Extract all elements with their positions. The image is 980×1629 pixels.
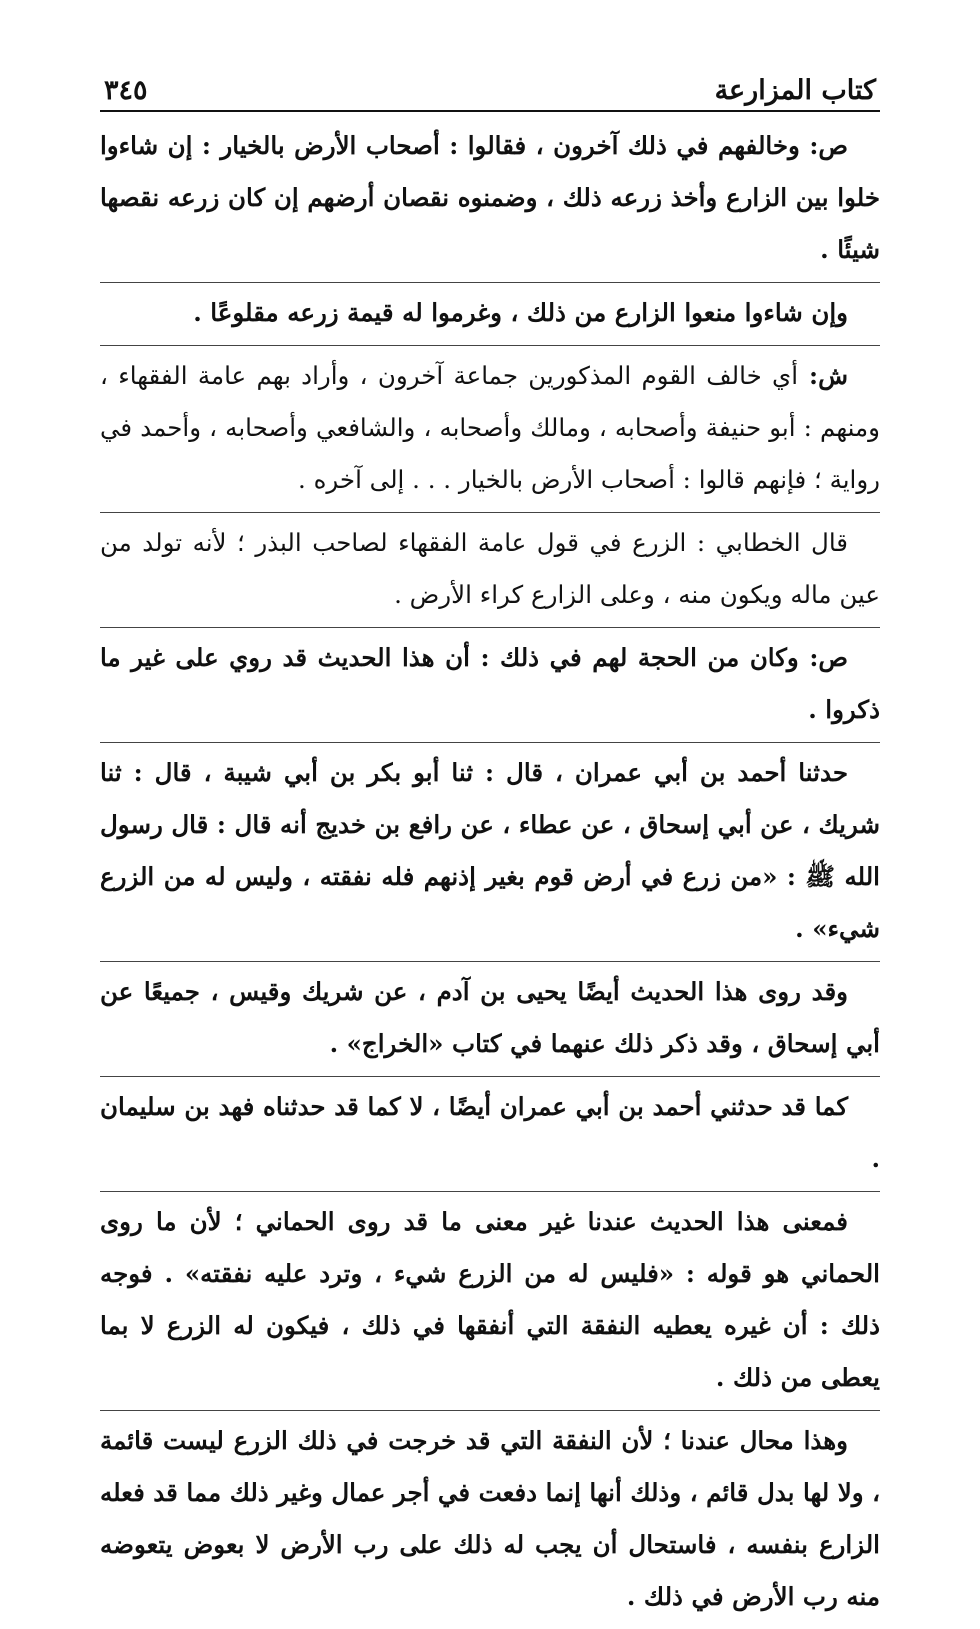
paragraph-text: وكان من الحجة لهم في ذلك : أن هذا الحديث قد روي على غير ما ذكروا . [100,643,880,724]
paragraph-text: وخالفهم في ذلك آخرون ، فقالوا : أصحاب الأرض بالخيار : إن شاءوا خلوا بين الزارع وأخذ زرعه ذلك ، وضمنوه نقصان أرضهم إن كان زرعه نقصها شيئًا . [100,131,880,264]
paragraph [100,1411,880,1629]
paragraph-text: وقد روى هذا الحديث أيضًا يحيى بن آدم ، عن شريك وقيس ، جميعًا عن أبي إسحاق ، وقد ذكر ذلك عنهما في كتاب «الخراج» . [100,977,880,1058]
paragraph-text: وإن شاءوا منعوا الزارع من ذلك ، وغرموا له قيمة زرعه مقلوعًا . [193,298,848,327]
text-body [100,112,880,1629]
paragraph-text: حدثنا أحمد بن أبي عمران ، قال : ثنا أبو بكر بن أبي شيبة ، قال : ثنا شريك ، عن أبي إسحاق ، عن عطاء ، عن رافع بن خديج أنه قال : قال رسول الله ﷺ : «من زرع في أرض قوم بغير إذنهم فله نفقته ، وليس له من الزرع شيء» . [100,758,880,943]
paragraph-text: كما قد حدثني أحمد بن أبي عمران أيضًا ، لا كما قد حدثناه فهد بن سليمان . [100,1092,880,1173]
paragraph [100,962,880,1077]
document-page [100,56,880,1629]
paragraph [100,283,880,346]
paragraph [100,346,880,513]
paragraph-text: أي خالف القوم المذكورين جماعة آخرون ، وأراد بهم عامة الفقهاء ، ومنهم : أبو حنيفة وأصحابه ، ومالك وأصحابه ، والشافعي وأصحابه ، وأحمد في رواية ؛ فإنهم قالوا : أصحاب الأرض بالخيار . . . إلى آخره . [100,361,880,494]
chapter-title: كتاب المزارعة [714,75,876,106]
running-header [100,56,880,112]
paragraph-text: فمعنى هذا الحديث عندنا غير معنى ما قد روى الحماني ؛ لأن ما روى الحماني هو قوله : «فليس له من الزرع شيء ، وترد عليه نفقته» . فوجه ذلك : أن غيره يعطيه النفقة التي أنفقها في ذلك ، فيكون له الزرع لا بما يعطى من ذلك . [100,1207,880,1392]
paragraph-label: ش: [798,361,848,390]
page-number: ٣٤٥ [104,75,148,106]
paragraph [100,628,880,743]
paragraph [100,513,880,628]
paragraph-label: ص: [798,643,848,672]
paragraph-text: وهذا محال عندنا ؛ لأن النفقة التي قد خرجت في ذلك الزرع ليست قائمة ، ولا لها بدل قائم ، وذلك أنها إنما دفعت في أجر عمال وغير ذلك مما قد فعله الزارع بنفسه ، فاستحال أن يجب له ذلك على رب الأرض لا بعوض يتعوضه منه رب الأرض في ذلك . [100,1426,880,1611]
paragraph [100,116,880,283]
paragraph-text: قال الخطابي : الزرع في قول عامة الفقهاء لصاحب البذر ؛ لأنه تولد من عين ماله ويكون منه ، وعلى الزارع كراء الأرض . [100,528,880,609]
paragraph [100,743,880,962]
paragraph-label: ص: [799,131,848,160]
paragraph [100,1077,880,1192]
paragraph [100,1192,880,1411]
